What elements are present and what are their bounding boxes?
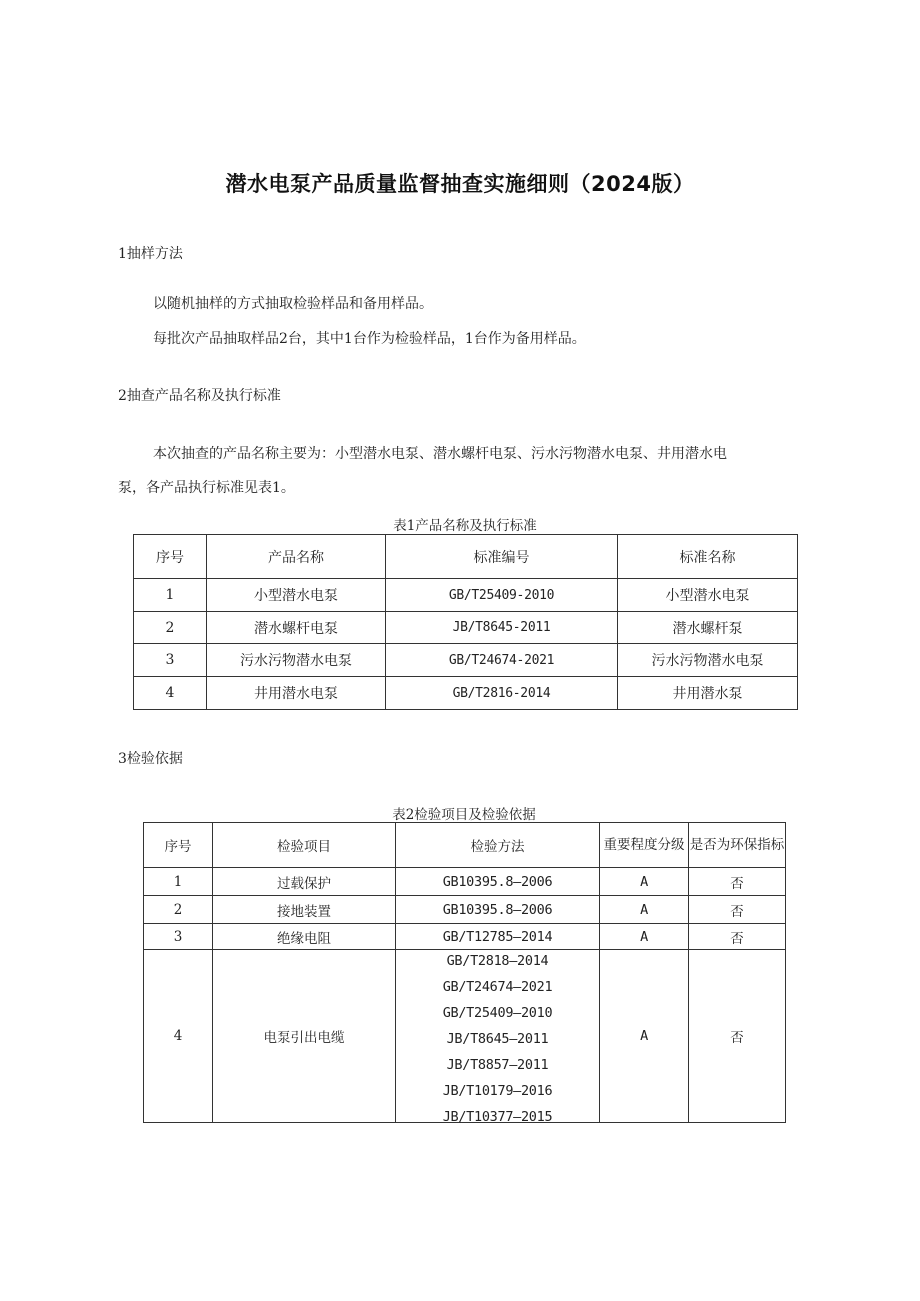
section-1-heading: 1抽样方法 [118,246,183,262]
table-2-cell-grade: A [600,868,689,896]
table-1 [133,534,798,710]
table-1-cell-standard-no: JB/T8645-2011 [386,612,618,644]
table-2 [143,822,786,1123]
method-line: JB/T8645—2011 [446,1031,549,1047]
method-line: GB/T2818—2014 [446,953,549,969]
table-2-header-row [144,823,786,868]
table-row [144,896,786,924]
table-row [144,950,786,1123]
section-3-heading: 3检验依据 [118,751,183,767]
table-1-cell-product: 潜水螺杆电泵 [207,612,386,644]
table-1-header-row [134,535,798,579]
table-2-cell-grade: A [600,950,689,1123]
table-2-header-env: 是否为环保指标 [689,823,786,868]
table-2-cell-no: 2 [144,896,213,924]
section-1-paragraph-2: 每批次产品抽取样品2台，其中1台作为检验样品，1台作为备用样品。 [153,331,586,347]
table-2-cell-env: 否 [689,896,786,924]
table-2-cell-grade: A [600,896,689,924]
table-row [134,612,798,644]
table-row [144,868,786,896]
table-1-cell-standard-name: 小型潜水电泵 [618,579,798,612]
table-1-header-standard-no: 标准编号 [386,535,618,579]
table-2-cell-method: GB10395.8—2006 [396,896,600,924]
table-1-cell-no: 1 [134,579,207,612]
table-2-cell-env: 否 [689,950,786,1123]
table-1-header-standard-name: 标准名称 [618,535,798,579]
table-1-header-no: 序号 [134,535,207,579]
table-row [134,644,798,677]
table-2-cell-item: 电泵引出电缆 [213,950,396,1123]
method-line: GB/T25409—2010 [442,1005,553,1021]
table-2-cell-no: 4 [144,950,213,1123]
section-2-paragraph-line-2: 泵，各产品执行标准见表1。 [118,480,295,496]
table-2-cell-method: GB/T12785—2014 [396,924,600,950]
table-1-cell-no: 2 [134,612,207,644]
table-2-cell-method-list [396,950,600,1123]
document-title: 潜水电泵产品质量监督抽查实施细则（2024版） [225,172,695,196]
table-1-caption: 表1产品名称及执行标准 [393,518,537,534]
section-2-heading: 2抽查产品名称及执行标准 [118,388,281,404]
method-line: GB/T24674—2021 [442,979,553,995]
section-1-paragraph-1: 以随机抽样的方式抽取检验样品和备用样品。 [153,296,433,312]
method-line: JB/T10377—2015 [442,1109,553,1122]
table-row [134,677,798,710]
table-2-header-no: 序号 [144,823,213,868]
table-2-cell-method: GB10395.8—2006 [396,868,600,896]
table-1-cell-standard-name: 潜水螺杆泵 [618,612,798,644]
table-2-cell-item: 绝缘电阻 [213,924,396,950]
table-row [144,924,786,950]
table-1-cell-standard-name: 井用潜水泵 [618,677,798,710]
table-1-cell-standard-no: GB/T2816-2014 [386,677,618,710]
table-2-header-grade: 重要程度分级 [600,823,689,868]
table-1-cell-no: 3 [134,644,207,677]
table-1-header-product: 产品名称 [207,535,386,579]
table-2-cell-grade: A [600,924,689,950]
table-row [134,579,798,612]
table-1-cell-standard-no: GB/T25409-2010 [386,579,618,612]
table-2-cell-no: 3 [144,924,213,950]
table-2-header-item: 检验项目 [213,823,396,868]
table-1-cell-no: 4 [134,677,207,710]
table-1-cell-standard-name: 污水污物潜水电泵 [618,644,798,677]
table-2-cell-item: 接地装置 [213,896,396,924]
section-2-paragraph-line-1: 本次抽查的产品名称主要为：小型潜水电泵、潜水螺杆电泵、污水污物潜水电泵、井用潜水电 [153,446,727,462]
table-2-caption: 表2检验项目及检验依据 [392,807,536,823]
method-line: JB/T10179—2016 [442,1083,553,1099]
table-2-cell-no: 1 [144,868,213,896]
table-2-header-method: 检验方法 [396,823,600,868]
table-1-cell-product: 小型潜水电泵 [207,579,386,612]
method-line: JB/T8857—2011 [446,1057,549,1073]
table-2-cell-env: 否 [689,924,786,950]
table-1-cell-product: 井用潜水电泵 [207,677,386,710]
table-1-cell-product: 污水污物潜水电泵 [207,644,386,677]
table-1-cell-standard-no: GB/T24674-2021 [386,644,618,677]
table-2-cell-item: 过载保护 [213,868,396,896]
table-2-cell-env: 否 [689,868,786,896]
